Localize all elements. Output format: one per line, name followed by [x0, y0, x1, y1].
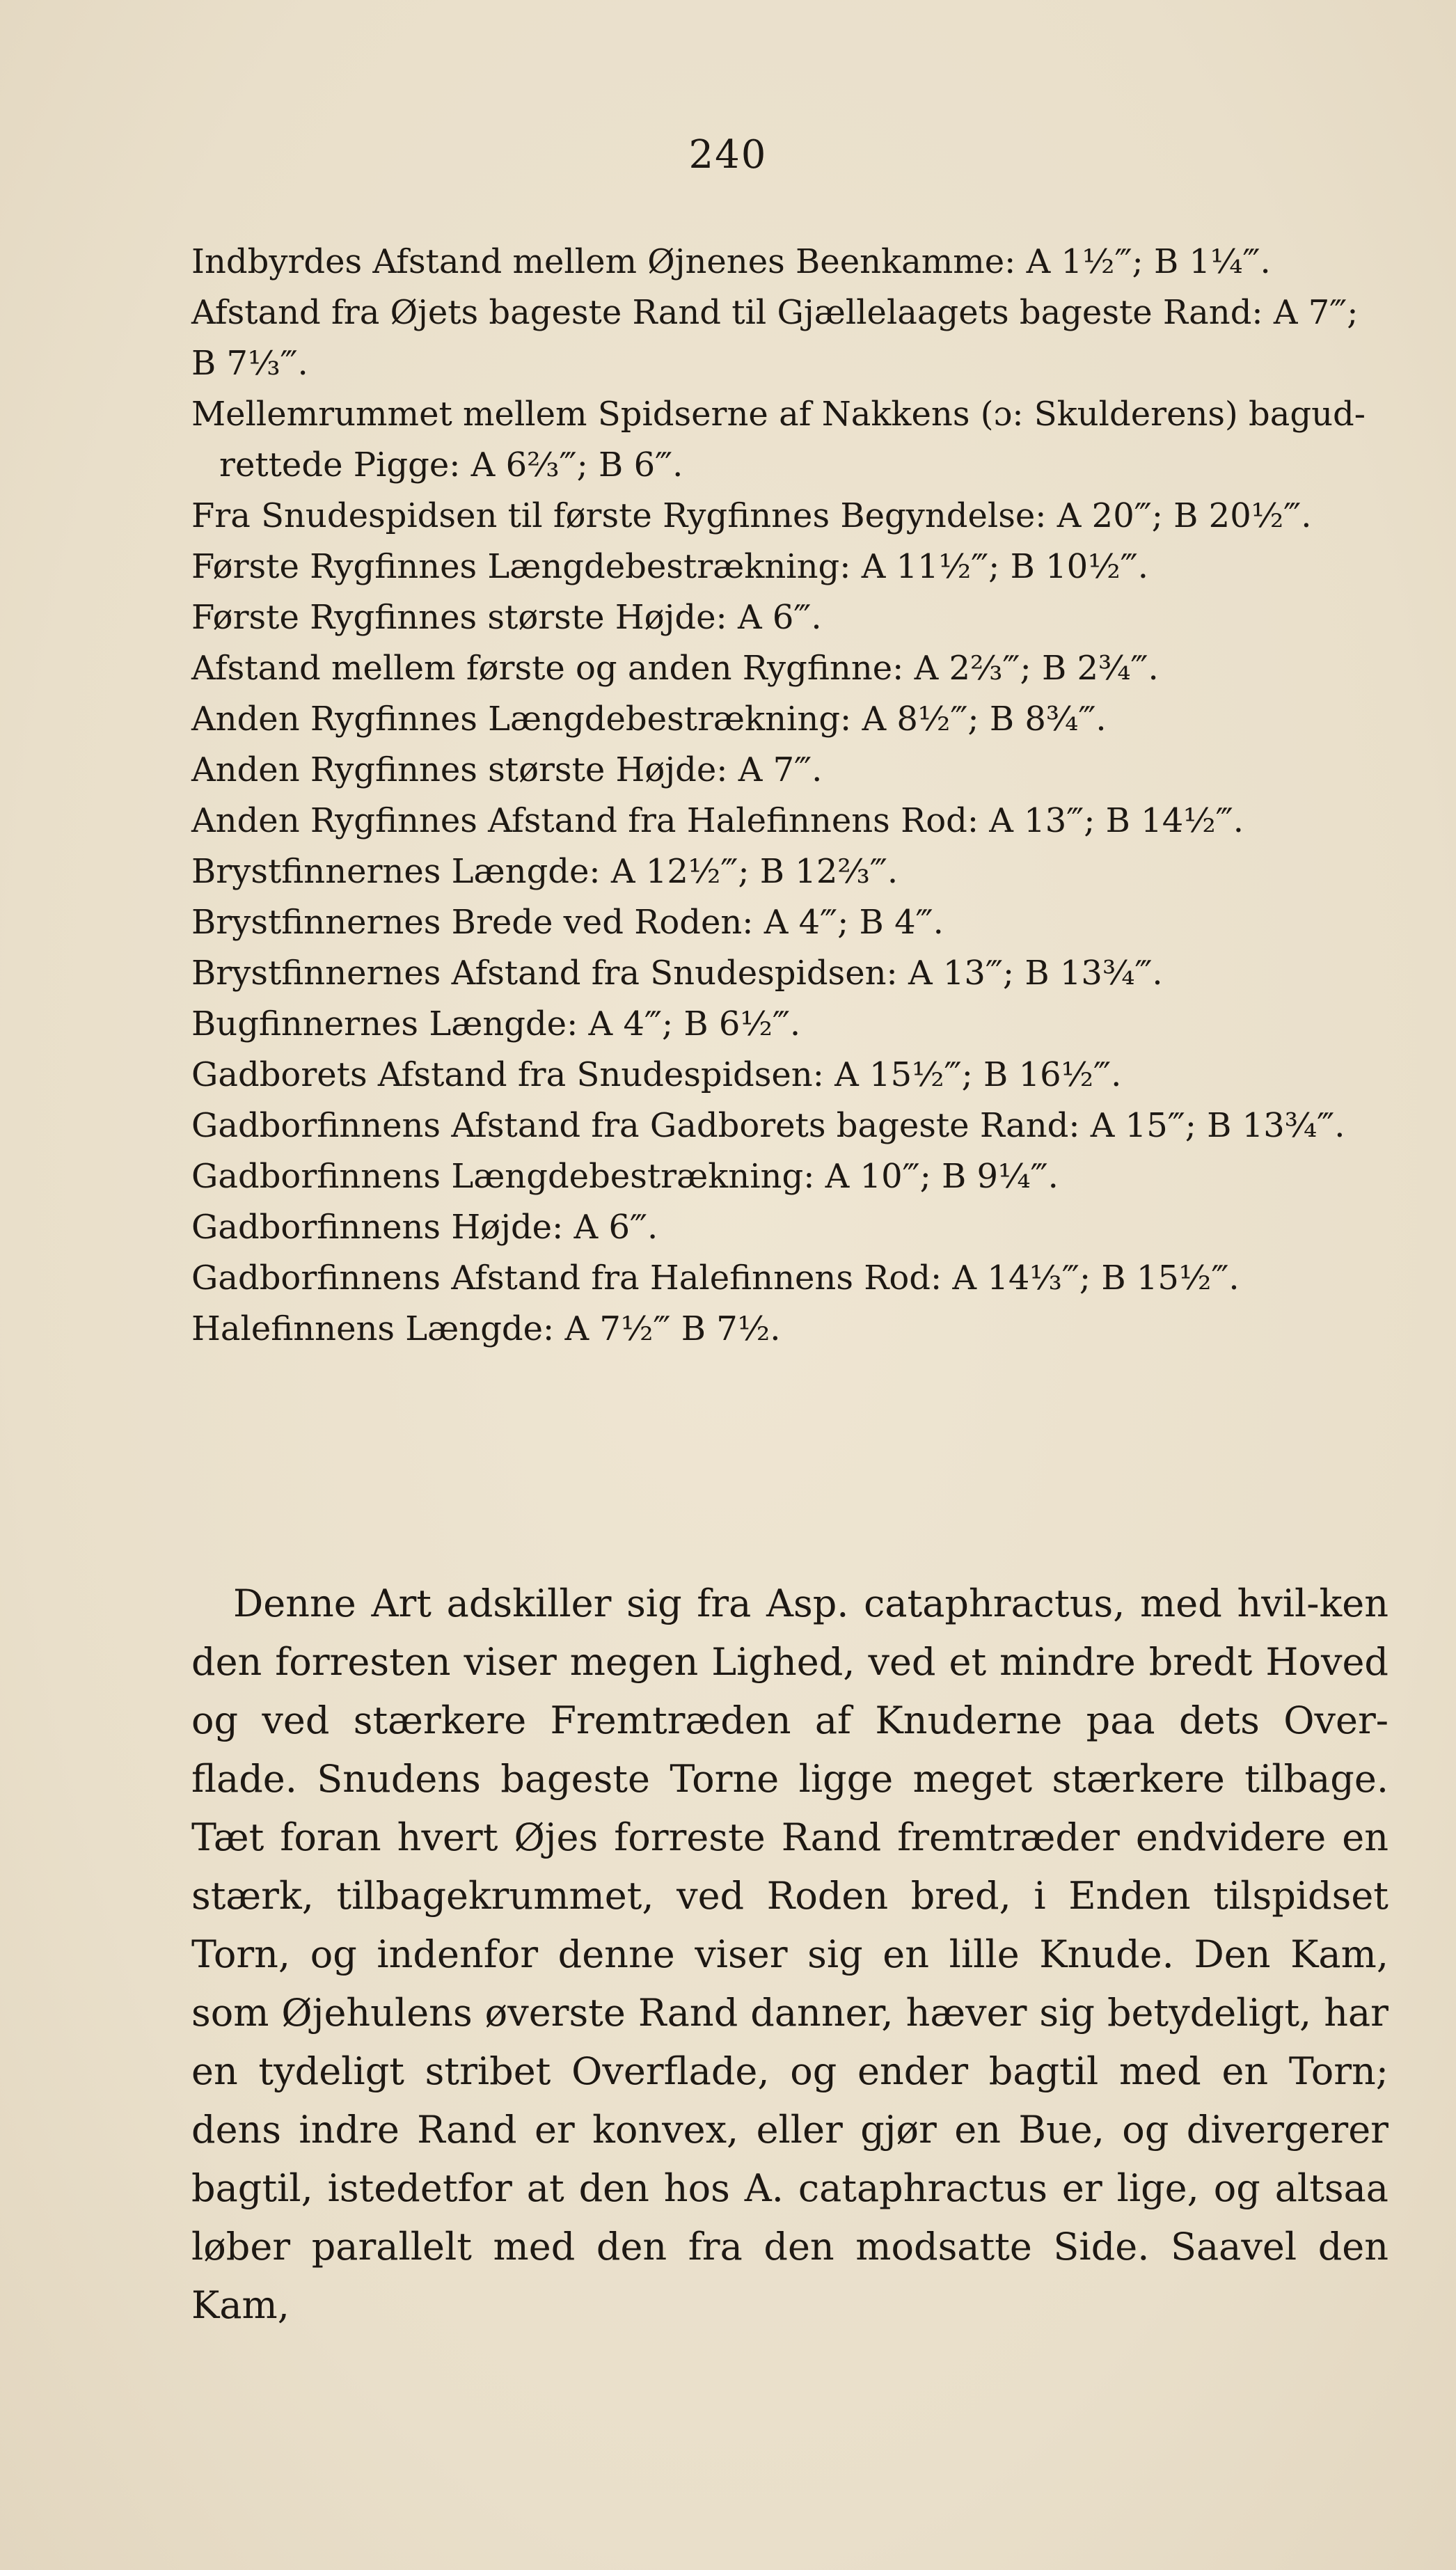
measurement-line: Anden Rygfinnes største Højde: A 7‴. [191, 750, 823, 789]
measurement-line: Bugfinnernes Længde: A 4‴; B 6½‴. [191, 1004, 801, 1043]
measurement-line-continued: B 7⅓‴. [191, 344, 308, 383]
measurement-line: Brystfinnernes Brede ved Roden: A 4‴; B 4‴. [191, 903, 944, 942]
measurement-line: Gadborfinnens Afstand fra Halefinnens Rod: A 14⅓‴; B 15½‴. [191, 1259, 1240, 1298]
measurement-line: Brystfinnernes Afstand fra Snudespidsen: A 13‴; B 13¾‴. [191, 954, 1163, 993]
measurement-line: Halefinnens Længde: A 7½‴ B 7½. [191, 1309, 781, 1348]
measurement-line: Brystfinnernes Længde: A 12½‴; B 12⅔‴. [191, 852, 899, 891]
measurement-line: Gadborets Afstand fra Snudespidsen: A 15½‴; B 16½‴. [191, 1055, 1122, 1094]
measurement-line: Afstand mellem første og anden Rygfinne: A 2⅔‴; B 2¾‴. [191, 649, 1159, 688]
measurement-line: Anden Rygfinnes Længdebestrækning: A 8½‴; B 8¾‴. [191, 700, 1107, 739]
measurement-line: Mellemrummet mellem Spidserne af Nakkens (ɔ: Skulderens) bagud- [191, 395, 1366, 434]
body-paragraph: Denne Art adskiller sig fra Asp. cataphractus, med hvil-ken den forresten viser megen Lighed, ved et mindre bredt Hoved og ved stærkere Fremtræden af Knuderne paa dets Over-flade. Snudens bageste Torne ligge meget stærkere tilbage. Tæt foran hvert Øjes forreste Rand fremtræder endvidere en stærk, tilbagekrummet, ved Roden bred, i Enden tilspidset Torn, og indenfor denne viser sig en lille Knude. Den Kam, som Øjehulens øverste Rand danner, hæver sig betydeligt, har en tydeligt stribet Overflade, og ender bagtil med en Torn; dens indre Rand er konvex, eller gjør en Bue, og divergerer bagtil, istedetfor at den hos A. cataphractus er lige, og altsaa løber parallelt med den fra den modsatte Side. Saavel den Kam, [191, 1582, 1388, 2327]
measurement-line: Gadborfinnens Længdebestrækning: A 10‴; B 9¼‴. [191, 1157, 1059, 1196]
measurement-line-continued: rettede Pigge: A 6⅔‴; B 6‴. [219, 446, 683, 484]
measurement-list [191, 237, 1375, 1355]
measurement-line: Afstand fra Øjets bageste Rand til Gjællelaagets bageste Rand: A 7‴; [191, 293, 1359, 332]
measurement-line: Fra Snudespidsen til første Rygfinnes Begyndelse: A 20‴; B 20½‴. [191, 496, 1312, 535]
measurement-line: Anden Rygfinnes Afstand fra Halefinnens Rod: A 13‴; B 14½‴. [191, 801, 1244, 840]
page-number: 240 [688, 132, 768, 178]
measurement-line: Gadborfinnens Højde: A 6‴. [191, 1208, 658, 1247]
measurement-line: Gadborfinnens Afstand fra Gadborets bageste Rand: A 15‴; B 13¾‴. [191, 1106, 1345, 1145]
measurement-line: Første Rygfinnes største Højde: A 6‴. [191, 598, 822, 637]
measurement-line: Indbyrdes Afstand mellem Øjnenes Beenkamme: A 1½‴; B 1¼‴. [191, 242, 1271, 281]
measurement-line: Første Rygfinnes Længdebestrækning: A 11½‴; B 10½‴. [191, 547, 1148, 586]
